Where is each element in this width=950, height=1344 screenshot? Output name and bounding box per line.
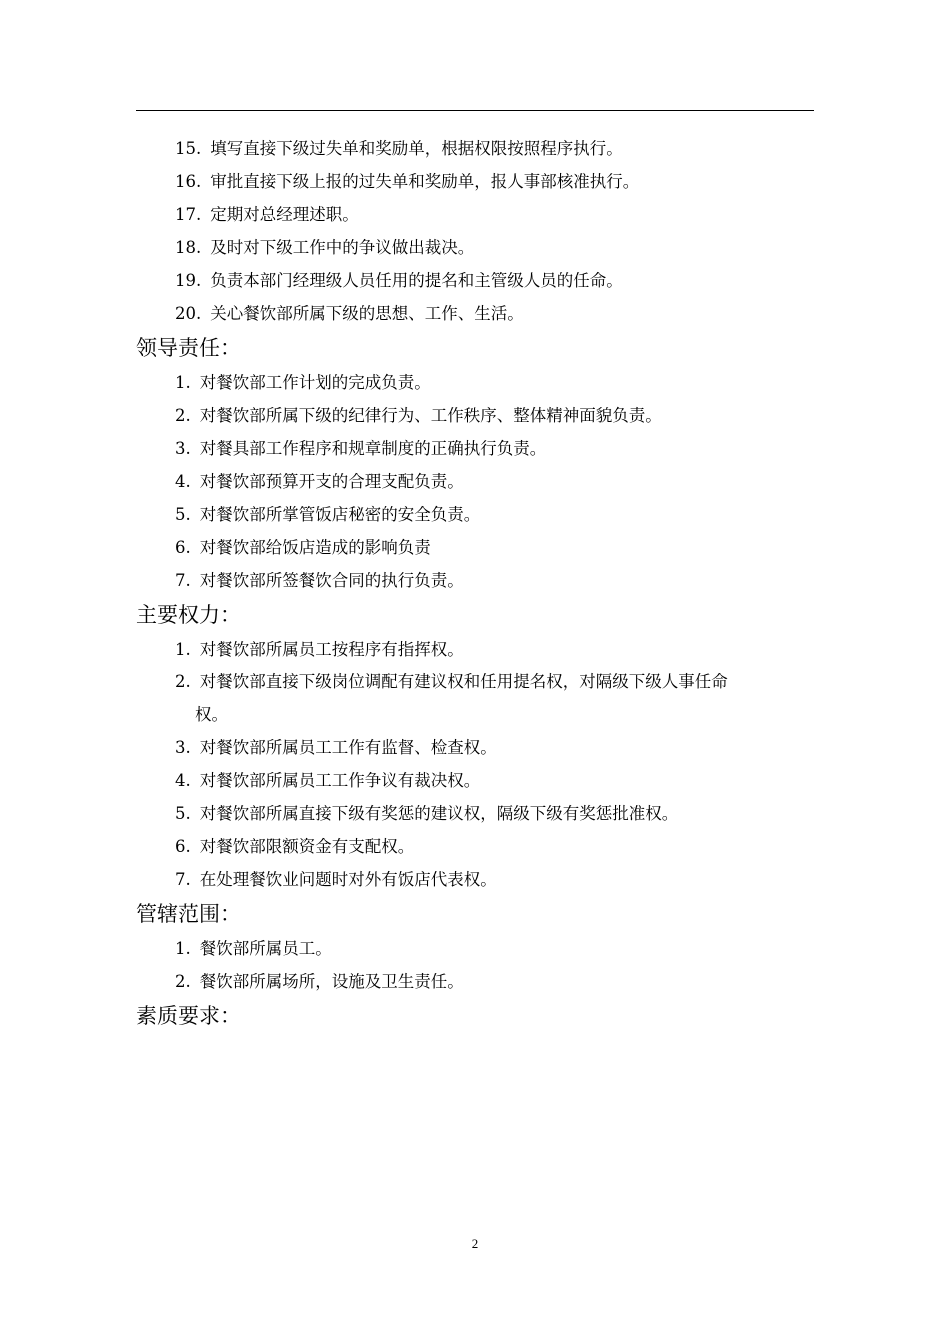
item-number: 2. xyxy=(175,672,191,691)
item-text: 对餐饮部限额资金有支配权。 xyxy=(199,837,415,856)
item-text: 对餐饮部所属员工工作争议有裁决权。 xyxy=(199,771,481,790)
item-text: 填写直接下级过失单和奖励单，根据权限按照程序执行。 xyxy=(210,139,623,158)
list-item xyxy=(175,399,815,432)
item-text: 对餐饮部工作计划的完成负责。 xyxy=(199,373,431,392)
item-number: 1. xyxy=(175,373,191,392)
list-item xyxy=(175,498,815,531)
page-number: 2 xyxy=(471,1236,479,1251)
document-body xyxy=(0,132,950,1034)
item-text-continuation: 权。 xyxy=(195,704,228,724)
list-item xyxy=(175,633,815,666)
list-item xyxy=(175,198,815,231)
list-item xyxy=(175,863,815,896)
item-text: 关心餐饮部所属下级的思想、工作、生活。 xyxy=(210,304,524,323)
header-rule xyxy=(136,110,814,111)
item-text: 对餐饮部所掌管饭店秘密的安全负责。 xyxy=(199,505,481,524)
list-item xyxy=(175,666,815,731)
item-text: 餐饮部所属员工。 xyxy=(199,939,332,958)
list-item xyxy=(175,797,815,830)
item-text: 对餐饮部预算开支的合理支配负责。 xyxy=(199,472,464,491)
item-number: 2. xyxy=(175,406,191,425)
list-item xyxy=(175,297,815,330)
list-item xyxy=(175,432,815,465)
item-text: 对餐饮部给饭店造成的影响负责 xyxy=(199,538,431,557)
item-number: 1. xyxy=(175,939,191,958)
item-number: 3. xyxy=(175,738,191,757)
item-number: 5. xyxy=(175,804,191,823)
item-number: 17. xyxy=(175,205,202,224)
list-item xyxy=(175,231,815,264)
list-item xyxy=(175,830,815,863)
list-item xyxy=(175,531,815,564)
list-item xyxy=(175,264,815,297)
list-item xyxy=(175,564,815,597)
list-item xyxy=(175,366,815,399)
item-text: 及时对下级工作中的争议做出裁决。 xyxy=(210,238,475,257)
item-number: 16. xyxy=(175,172,202,191)
list-item xyxy=(175,165,815,198)
item-number: 4. xyxy=(175,771,191,790)
item-number: 2. xyxy=(175,972,191,991)
section-heading-scope: 管辖范围： xyxy=(136,902,241,926)
list-item xyxy=(175,731,815,764)
item-number: 20. xyxy=(175,304,202,323)
item-number: 19. xyxy=(175,271,202,290)
item-number: 15. xyxy=(175,139,202,158)
item-text: 对餐饮部所签餐饮合同的执行负责。 xyxy=(199,571,464,590)
list-item xyxy=(175,132,815,165)
list-item xyxy=(175,465,815,498)
item-text: 在处理餐饮业问题时对外有饭店代表权。 xyxy=(199,870,497,889)
section-heading-leadership: 领导责任： xyxy=(136,336,241,360)
item-number: 4. xyxy=(175,472,191,491)
item-number: 3. xyxy=(175,439,191,458)
section-heading-powers: 主要权力： xyxy=(136,603,241,627)
item-number: 18. xyxy=(175,238,202,257)
item-text: 对餐饮部所属下级的纪律行为、工作秩序、整体精神面貌负责。 xyxy=(199,406,662,425)
item-text: 定期对总经理述职。 xyxy=(210,205,359,224)
item-number: 6. xyxy=(175,837,191,856)
list-item xyxy=(175,764,815,797)
item-number: 7. xyxy=(175,870,191,889)
item-text: 审批直接下级上报的过失单和奖励单，报人事部核准执行。 xyxy=(210,172,640,191)
item-number: 7. xyxy=(175,571,191,590)
item-number: 1. xyxy=(175,640,191,659)
item-number: 6. xyxy=(175,538,191,557)
section-heading-qualifications: 素质要求： xyxy=(136,1004,241,1028)
item-number: 5. xyxy=(175,505,191,524)
item-text: 对餐饮部直接下级岗位调配有建议权和任用提名权，对隔级下级人事任命 xyxy=(199,672,728,691)
item-text: 对餐饮部所属员工工作有监督、检查权。 xyxy=(199,738,497,757)
item-text: 对餐饮部所属直接下级有奖惩的建议权，隔级下级有奖惩批准权。 xyxy=(199,804,679,823)
item-text: 对餐饮部所属员工按程序有指挥权。 xyxy=(199,640,464,659)
item-text: 餐饮部所属场所，设施及卫生责任。 xyxy=(199,972,464,991)
item-text: 负责本部门经理级人员任用的提名和主管级人员的任命。 xyxy=(210,271,623,290)
list-item xyxy=(175,965,815,998)
list-item xyxy=(175,932,815,965)
item-text: 对餐具部工作程序和规章制度的正确执行负责。 xyxy=(199,439,547,458)
